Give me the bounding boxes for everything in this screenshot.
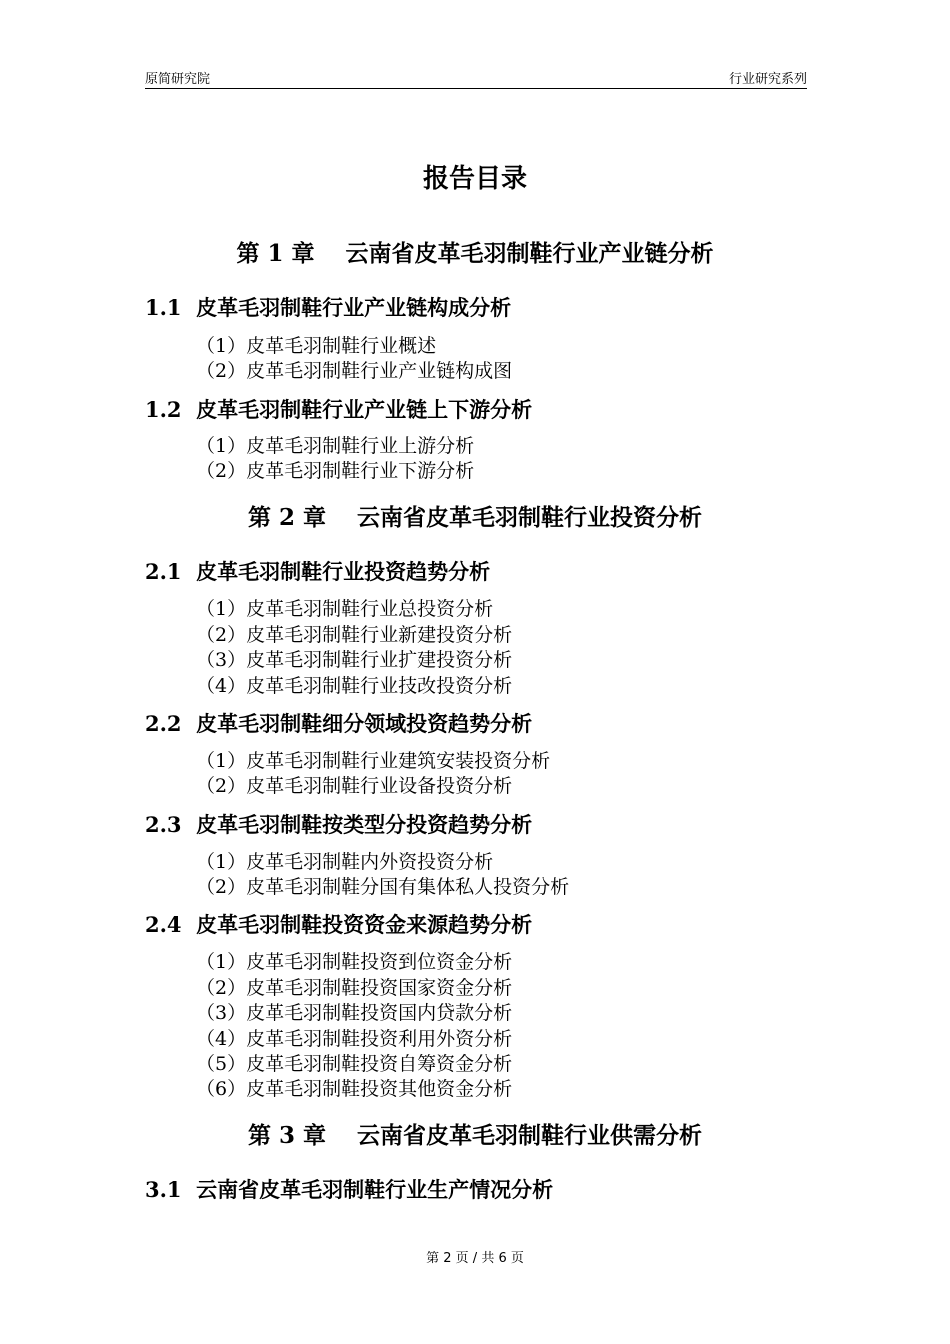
toc-item[interactable]: （1）皮革毛羽制鞋内外资投资分析: [196, 851, 494, 873]
section-heading[interactable]: 2.2 皮革毛羽制鞋细分领域投资趋势分析: [145, 711, 533, 736]
toc-item[interactable]: （3）皮革毛羽制鞋投资国内贷款分析: [196, 1002, 513, 1024]
toc-item[interactable]: （5）皮革毛羽制鞋投资自筹资金分析: [196, 1053, 513, 1075]
toc-item[interactable]: （1）皮革毛羽制鞋行业上游分析: [196, 435, 475, 457]
toc-item[interactable]: （1）皮革毛羽制鞋行业概述: [196, 335, 437, 357]
header-org: 原简研究院: [145, 72, 211, 87]
toc-item[interactable]: （4）皮革毛羽制鞋投资利用外资分析: [196, 1028, 513, 1050]
toc-item[interactable]: （3）皮革毛羽制鞋行业扩建投资分析: [196, 649, 513, 671]
toc-item[interactable]: （6）皮革毛羽制鞋投资其他资金分析: [196, 1078, 513, 1100]
page-header: [145, 66, 807, 89]
section-heading[interactable]: 2.4 皮革毛羽制鞋投资资金来源趋势分析: [145, 912, 533, 937]
chapter-heading[interactable]: 第 2 章 云南省皮革毛羽制鞋行业投资分析: [247, 504, 703, 531]
toc-item[interactable]: （2）皮革毛羽制鞋行业新建投资分析: [196, 624, 513, 646]
chapter-heading[interactable]: 第 3 章 云南省皮革毛羽制鞋行业供需分析: [247, 1122, 703, 1149]
chapter-heading[interactable]: 第 1 章 云南省皮革毛羽制鞋行业产业链分析: [236, 240, 714, 267]
section-heading[interactable]: 1.2 皮革毛羽制鞋行业产业链上下游分析: [145, 397, 533, 422]
toc-item[interactable]: （1）皮革毛羽制鞋行业总投资分析: [196, 598, 494, 620]
header-series: 行业研究系列: [728, 72, 807, 87]
section-heading[interactable]: 3.1 云南省皮革毛羽制鞋行业生产情况分析: [145, 1177, 554, 1202]
section-heading[interactable]: 2.1 皮革毛羽制鞋行业投资趋势分析: [145, 559, 491, 584]
section-heading[interactable]: 1.1 皮革毛羽制鞋行业产业链构成分析: [145, 295, 512, 320]
toc-item[interactable]: （2）皮革毛羽制鞋行业下游分析: [196, 460, 475, 482]
toc-item[interactable]: （1）皮革毛羽制鞋投资到位资金分析: [196, 951, 513, 973]
section-heading[interactable]: 2.3 皮革毛羽制鞋按类型分投资趋势分析: [145, 812, 533, 837]
page-number: 第 2 页 / 共 6 页: [426, 1251, 524, 1266]
toc-item[interactable]: （2）皮革毛羽制鞋行业产业链构成图: [196, 360, 513, 382]
toc-item[interactable]: （2）皮革毛羽制鞋分国有集体私人投资分析: [196, 876, 570, 898]
report-title: 报告目录: [422, 164, 527, 194]
toc-item[interactable]: （1）皮革毛羽制鞋行业建筑安装投资分析: [196, 750, 551, 772]
toc-item[interactable]: （2）皮革毛羽制鞋投资国家资金分析: [196, 977, 513, 999]
toc-item[interactable]: （2）皮革毛羽制鞋行业设备投资分析: [196, 775, 513, 797]
toc-item[interactable]: （4）皮革毛羽制鞋行业技改投资分析: [196, 675, 513, 697]
